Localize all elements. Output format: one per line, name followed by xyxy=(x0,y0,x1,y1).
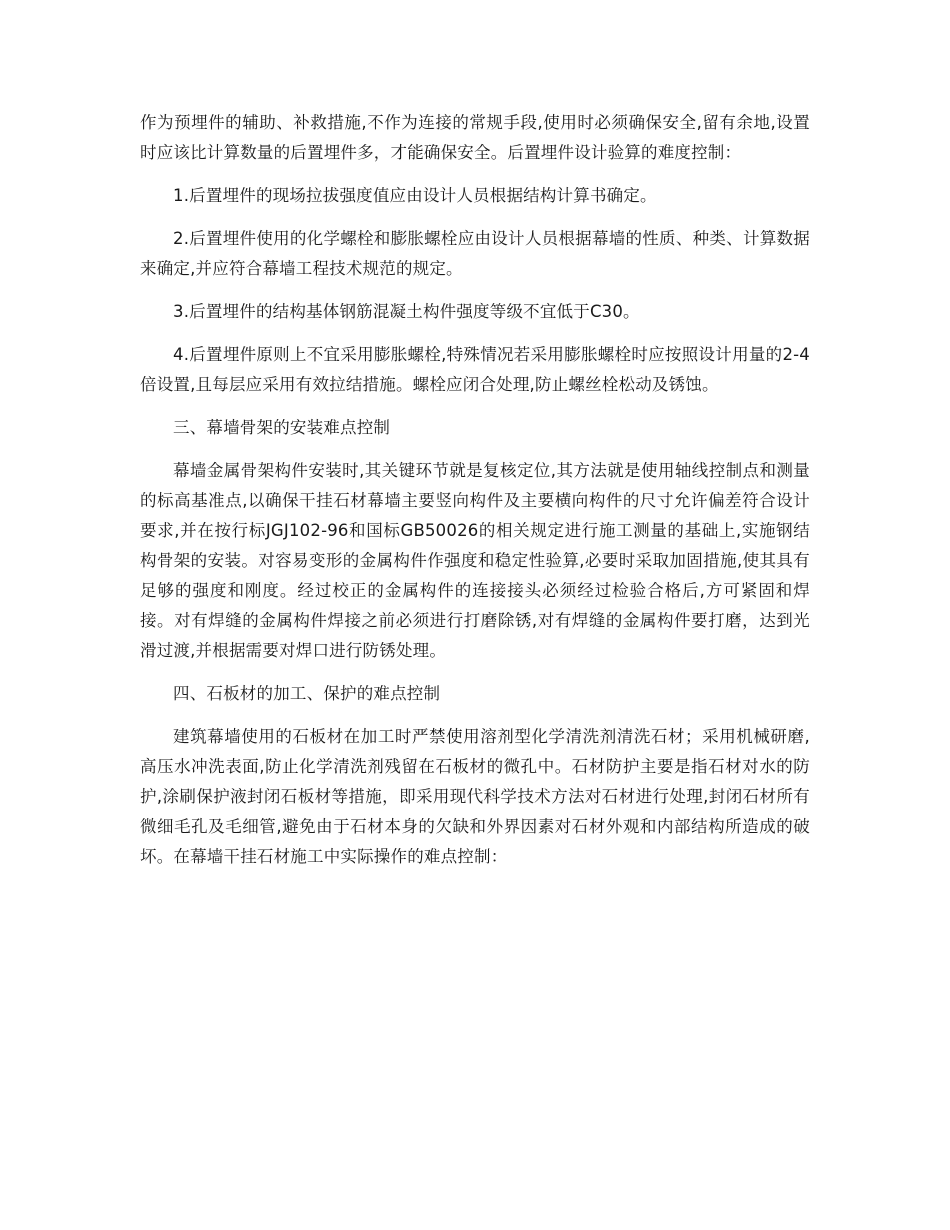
paragraph-embedded-parts-intro: 作为预埋件的辅助、补救措施,不作为连接的常规手段,使用时必须确保安全,留有余地,设置时应该比计算数量的后置埋件多，才能确保安全。后置埋件设计验算的难度控制： xyxy=(140,113,810,162)
section-heading-3: 三、幕墙骨架的安装难点控制 xyxy=(173,418,391,437)
paragraph-frame-installation: 幕墙金属骨架构件安装时,其关键环节就是复核定位,其方法就是使用轴线控制点和测量的标高基准点,以确保干挂石材幕墙主要竖向构件及主要横向构件的尺寸允许偏差符合设计要求,并在按行标JGJ102-96和国标GB50026的相关规定进行施工测量的基础上,实施钢结构骨架的安装。对容易变形的金属构件作强度和稳定性验算,必要时采取加固措施,使其具有足够的强度和刚度。经过校正的金属构件的连接接头必须经过检验合格后,方可紧固和焊接。对有焊缝的金属构件焊接之前必须进行打磨除锈,对有焊缝的金属构件要打磨，达到光滑过渡,并根据需要对焊口进行防锈处理。 xyxy=(140,461,810,660)
list-item-4-expansion-bolts: 4.后置埋件原则上不宜采用膨胀螺栓,特殊情况若采用膨胀螺栓时应按照设计用量的2-4倍设置,且每层应采用有效拉结措施。螺栓应闭合处理,防止螺丝栓松动及锈蚀。 xyxy=(140,345,810,394)
list-item-2-bolts: 2.后置埋件使用的化学螺栓和膨胀螺栓应由设计人员根据幕墙的性质、种类、计算数据来确定,并应符合幕墙工程技术规范的规定。 xyxy=(140,229,810,278)
paragraph-stone-processing: 建筑幕墙使用的石板材在加工时严禁使用溶剂型化学清洗剂清洗石材；采用机械研磨,高压水冲洗表面,防止化学清洗剂残留在石板材的微孔中。石材防护主要是指石材对水的防护,涂刷保护液封闭石板材等措施，即采用现代科学技术方法对石材进行处理,封闭石材所有微细毛孔及毛细管,避免由于石材本身的欠缺和外界因素对石材外观和内部结构所造成的破坏。在幕墙干挂石材施工中实际操作的难点控制： xyxy=(140,727,810,866)
section-heading-4: 四、石板材的加工、保护的难点控制 xyxy=(173,684,441,703)
document-page xyxy=(140,108,810,885)
list-item-1-pullout-strength: 1.后置埋件的现场拉拔强度值应由设计人员根据结构计算书确定。 xyxy=(173,186,657,205)
list-item-3-concrete-grade: 3.后置埋件的结构基体钢筋混凝土构件强度等级不宜低于C30。 xyxy=(173,302,640,321)
